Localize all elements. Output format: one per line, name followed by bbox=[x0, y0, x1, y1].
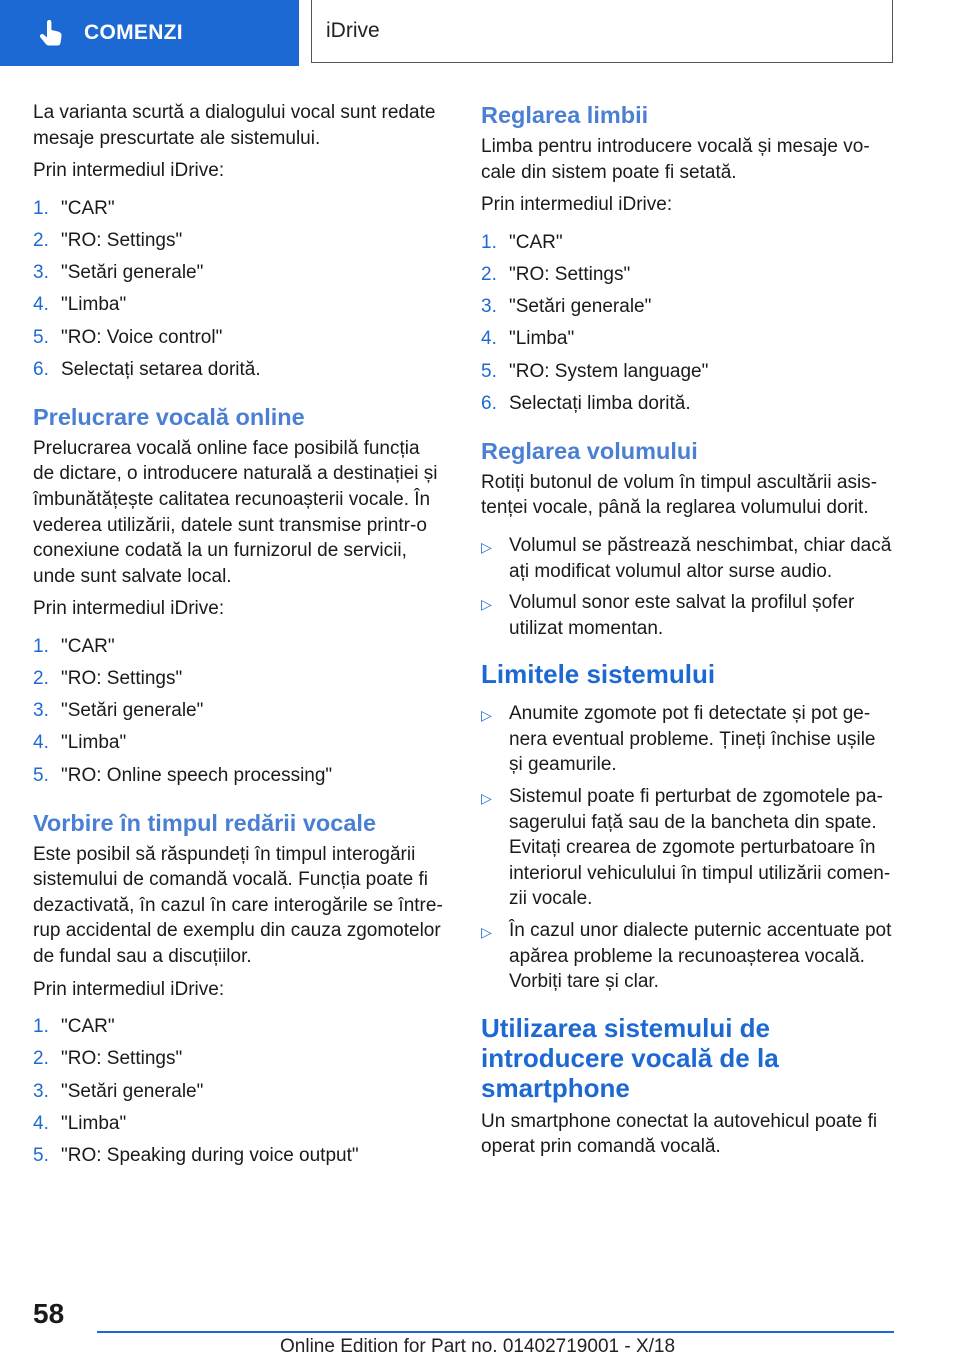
list-item: 4. "Limba" bbox=[33, 1112, 127, 1134]
heading-speaking-during-output: Vorbire în timpul redării vocale bbox=[33, 809, 377, 836]
volume-bullets bbox=[481, 533, 893, 641]
page-header bbox=[0, 0, 960, 66]
list-item: 4. "Limba" bbox=[33, 732, 127, 754]
list-item: 5. "RO: System language" bbox=[481, 360, 709, 382]
list-item: ▷ Anumite zgomote pot fi detectate și pot genera eventual probleme. Țineți închise ușile și geamurile. bbox=[481, 701, 893, 778]
triangle-right-icon: ▷ bbox=[481, 538, 492, 555]
list-item: 5. "RO: Voice control" bbox=[33, 326, 223, 348]
list-item: ▷ Volumul se păstrează neschimbat, chiar dacă ați modificat volumul altor surse audio. bbox=[481, 533, 893, 584]
heading-volume: Reglarea volumului bbox=[481, 437, 698, 464]
list-item: 2. "RO: Settings" bbox=[481, 263, 631, 285]
language-steps bbox=[481, 230, 893, 416]
chapter-label: COMENZI bbox=[84, 21, 183, 44]
list-item: 3. "Setări generale" bbox=[481, 296, 652, 318]
triangle-right-icon: ▷ bbox=[481, 596, 492, 613]
online-paragraph: Prelucrarea vocală online face posibilă funcția de dictare, o introducere naturală a destinației și îmbunătățește calitatea recunoașterii vocale. În vederea utilizării, datele sunt transmise printr-o conexiune codată la un furnizorul de servicii, unde sunt salvate local. bbox=[33, 437, 438, 587]
list-item: 4. "Limba" bbox=[481, 328, 575, 350]
heading-system-limits: Limitele sistemului bbox=[481, 659, 716, 690]
list-item: ▷ Sistemul poate fi perturbat de zgomotele pasagerului față sau de la bancheta din spate. Evitați crearea de zgomote perturbatoare în interiorul vehiculului în timpul utilizării comenzii vocale. bbox=[481, 784, 893, 912]
via-idrive-label: Prin intermediul iDrive: bbox=[481, 194, 673, 216]
list-item: 1. "CAR" bbox=[33, 197, 115, 219]
triangle-right-icon: ▷ bbox=[481, 924, 492, 941]
triangle-right-icon: ▷ bbox=[481, 790, 492, 807]
list-item: 4. "Limba" bbox=[33, 294, 127, 316]
intro-paragraph: La varianta scurtă a dialogului vocal sunt redate mesaje prescurtate ale sistemului. bbox=[33, 102, 436, 149]
list-item: 2. "RO: Settings" bbox=[33, 229, 183, 251]
limits-bullets bbox=[481, 701, 893, 995]
hand-pointer-icon bbox=[38, 19, 64, 47]
via-idrive-label: Prin intermediul iDrive: bbox=[33, 978, 225, 1000]
section-tab[interactable]: iDrive bbox=[311, 0, 893, 63]
online-processing-steps bbox=[33, 634, 445, 788]
chapter-tab[interactable] bbox=[0, 0, 299, 66]
language-paragraph: Limba pentru introducere vocală și mesaje vocale din sistem poate fi setată. bbox=[481, 136, 870, 183]
list-item: 3. "Setări generale" bbox=[33, 1080, 204, 1102]
footer-edition: Online Edition for Part no. 01402719001 - X/18 bbox=[280, 1336, 676, 1357]
list-item: 2. "RO: Settings" bbox=[33, 668, 183, 690]
heading-language: Reglarea limbii bbox=[481, 102, 649, 128]
right-column bbox=[481, 100, 893, 1167]
list-item: ▷ Volumul sonor este salvat la profilul șofer utilizat momentan. bbox=[481, 590, 893, 641]
speaking-steps bbox=[33, 1014, 445, 1168]
list-item: 6. Selectați setarea dorită. bbox=[33, 358, 261, 380]
list-item: 3. "Setări generale" bbox=[33, 700, 204, 722]
heading-online-processing: Prelucrare vocală online bbox=[33, 403, 305, 430]
list-item: 5. "RO: Speaking during voice output" bbox=[33, 1144, 359, 1166]
list-item: 6. Selectați limba dorită. bbox=[481, 392, 691, 414]
smartphone-paragraph: Un smartphone conectat la autovehicul poate fi operat prin comandă vocală. bbox=[481, 1110, 878, 1158]
list-item: 3. "Setări generale" bbox=[33, 262, 204, 284]
speaking-paragraph: Este posibil să răspundeți în timpul interogării sistemului de comandă vocală. Funcția poate fi dezactivată, în cazul în care interogările se întrerup accidental de exemplu din cauza zgomotelor de fundal sau a discuțiilor. bbox=[33, 843, 443, 967]
via-idrive-label: Prin intermediul iDrive: bbox=[33, 598, 225, 620]
volume-paragraph: Rotiți butonul de volum în timpul ascultării asistenței vocale, până la reglarea volumului dorit. bbox=[481, 471, 878, 519]
list-item: 1. "CAR" bbox=[33, 635, 115, 657]
list-item: 1. "CAR" bbox=[481, 231, 563, 253]
list-item: ▷ În cazul unor dialecte puternic accentuate pot apărea probleme la recunoașterea vocală. Vorbiți tare și clar. bbox=[481, 918, 893, 995]
voice-control-steps bbox=[33, 196, 445, 382]
heading-smartphone: Utilizarea sistemului de introducere vocală de la smartphone bbox=[481, 1012, 779, 1103]
page-number: 58 bbox=[33, 1298, 65, 1329]
list-item: 1. "CAR" bbox=[33, 1016, 115, 1038]
footer-divider bbox=[97, 1331, 894, 1333]
triangle-right-icon: ▷ bbox=[481, 707, 492, 724]
list-item: 2. "RO: Settings" bbox=[33, 1048, 183, 1070]
via-idrive-label: Prin intermediul iDrive: bbox=[33, 160, 225, 182]
list-item: 5. "RO: Online speech processing" bbox=[33, 764, 333, 786]
left-column bbox=[33, 100, 445, 1182]
